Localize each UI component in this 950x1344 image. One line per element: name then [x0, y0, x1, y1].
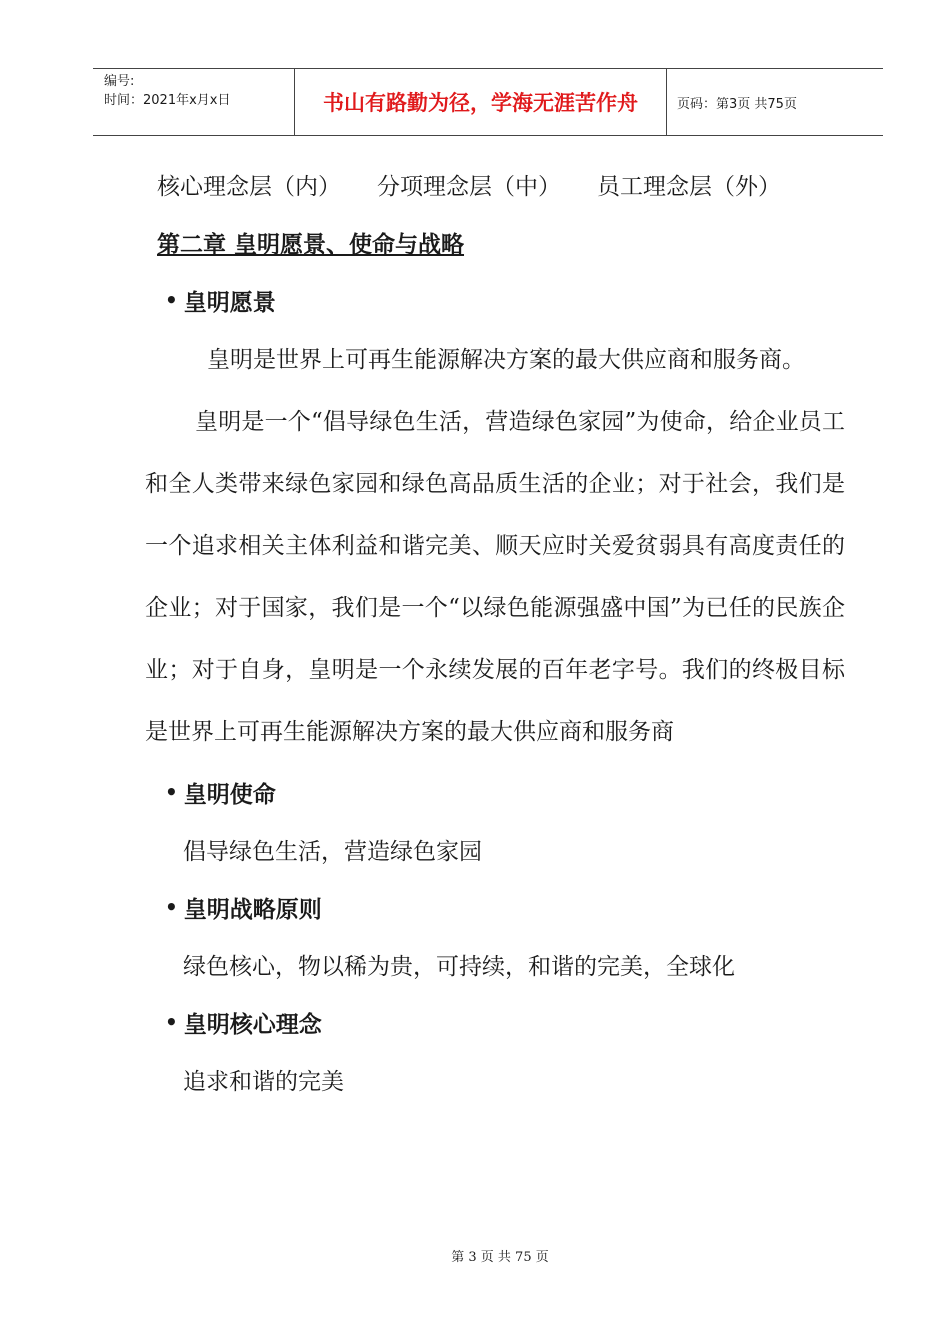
vision-paragraph-2: 皇明是一个“倡导绿色生活，营造绿色家园”为使命，给企业员工和全人类带来绿色家园和绿色高品质生活的企业；对于社会，我们是一个追求相关主体利益和谐完美、顺天应时关爱贫弱具有高度责任的企业；对于国家，我们是一个“以绿色能源强盛中国”为已任的民族企业；对于自身，皇明是一个永续发展的百年老字号。我们的终极目标是世界上可再生能源解决方案的最大供应商和服务商 [145, 409, 845, 745]
page-footer: 第 3 页 共 75 页 [451, 1250, 549, 1265]
core-text: 追求和谐的完美 [183, 1069, 344, 1095]
header-page-info: 页码：第3页 共75页 [677, 96, 797, 112]
bullet-icon: • [165, 1010, 178, 1034]
header-meta [93, 69, 295, 135]
core-heading [145, 993, 845, 1051]
layer-core: 核心理念层（内） [157, 173, 341, 200]
strategy-heading-text: 皇明战略原则 [183, 896, 322, 923]
mission-text: 倡导绿色生活，营造绿色家园 [183, 839, 482, 865]
time-label: 时间：2021年x月x日 [104, 93, 231, 108]
bullet-icon: • [165, 780, 178, 804]
mission-heading-text: 皇明使命 [183, 781, 276, 808]
layer-sub: 分项理念层（中） [377, 173, 561, 200]
bullet-icon: • [165, 895, 178, 919]
strategy-text: 绿色核心，物以稀为贵，可持续，和谐的完美，全球化 [183, 954, 735, 980]
vision-paragraph-1: 皇明是世界上可再生能源解决方案的最大供应商和服务商。 [207, 347, 805, 373]
page-header [93, 68, 883, 136]
page-content [145, 155, 845, 1108]
chapter-title: 第二章 皇明愿景、使命与战略 [157, 231, 465, 258]
vision-heading [145, 271, 845, 329]
strategy-heading [145, 878, 845, 936]
bullet-icon: • [165, 288, 178, 312]
layer-staff: 员工理念层（外） [597, 173, 781, 200]
core-heading-text: 皇明核心理念 [183, 1011, 322, 1038]
number-label: 编号: [104, 74, 135, 89]
header-motto: 书山有路勤为径，学海无涯苦作舟 [295, 69, 667, 135]
concept-layers [145, 155, 845, 213]
vision-heading-text: 皇明愿景 [183, 289, 276, 316]
mission-heading [145, 763, 845, 821]
